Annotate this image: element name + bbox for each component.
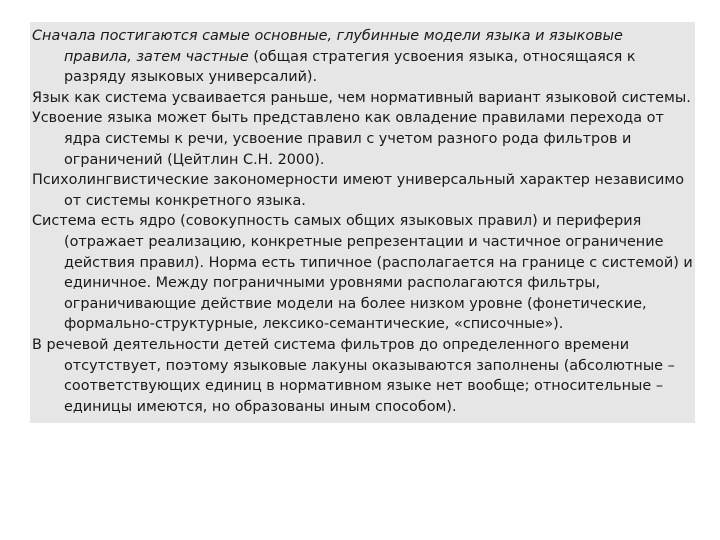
paragraph-text: Усвоение языка может быть представлено как овладение правилами перехода от ядра системы к речи, усвоение правил с учетом разного рода фильтров и ограничений (Цейтлин С.Н. 2000).	[32, 110, 664, 168]
paragraph-text: (общая стратегия усвоения языка, относящаяся к разряду языковых универсалий).	[64, 48, 636, 86]
paragraph-acquisition-strategy	[32, 26, 693, 88]
paragraph-text: Психолингвистические закономерности имеют универсальный характер независимо от системы конкретного языка.	[32, 172, 685, 209]
paragraph-italic-lead: Сначала постигаются самые основные, глубинные модели языка и языковые правила, затем частные	[32, 28, 623, 65]
paragraph-core-periphery	[32, 211, 693, 335]
paragraph-psycholinguistic-universals	[32, 170, 693, 211]
slide-text-box	[30, 22, 695, 423]
paragraph-language-as-system	[32, 88, 693, 109]
paragraph-children-filters	[32, 335, 693, 417]
paragraph-text: Система есть ядро (совокупность самых общих языковых правил) и периферия (отражает реализацию, конкретные репрезентации и частичное ограничение действия правил). Норма есть типичное (располагается на границе с системой) и единичное. Между пограничными уровнями располагаются фильтры, ограничивающие действие модели на более низком уровне (фонетические, формально-структурные, лексико-семантические, «списочные»).	[32, 213, 693, 333]
paragraph-text: В речевой деятельности детей система фильтров до определенного времени отсутствует, поэтому языковые лакуны оказываются заполнены (абсолютные – соответствующих единиц в нормативном языке нет вообще; относительные – единицы имеются, но образованы иным способом).	[32, 336, 675, 415]
paragraph-text: Язык как система усваивается раньше, чем нормативный вариант языковой системы.	[32, 89, 691, 106]
paragraph-rules-mastery	[32, 108, 693, 170]
